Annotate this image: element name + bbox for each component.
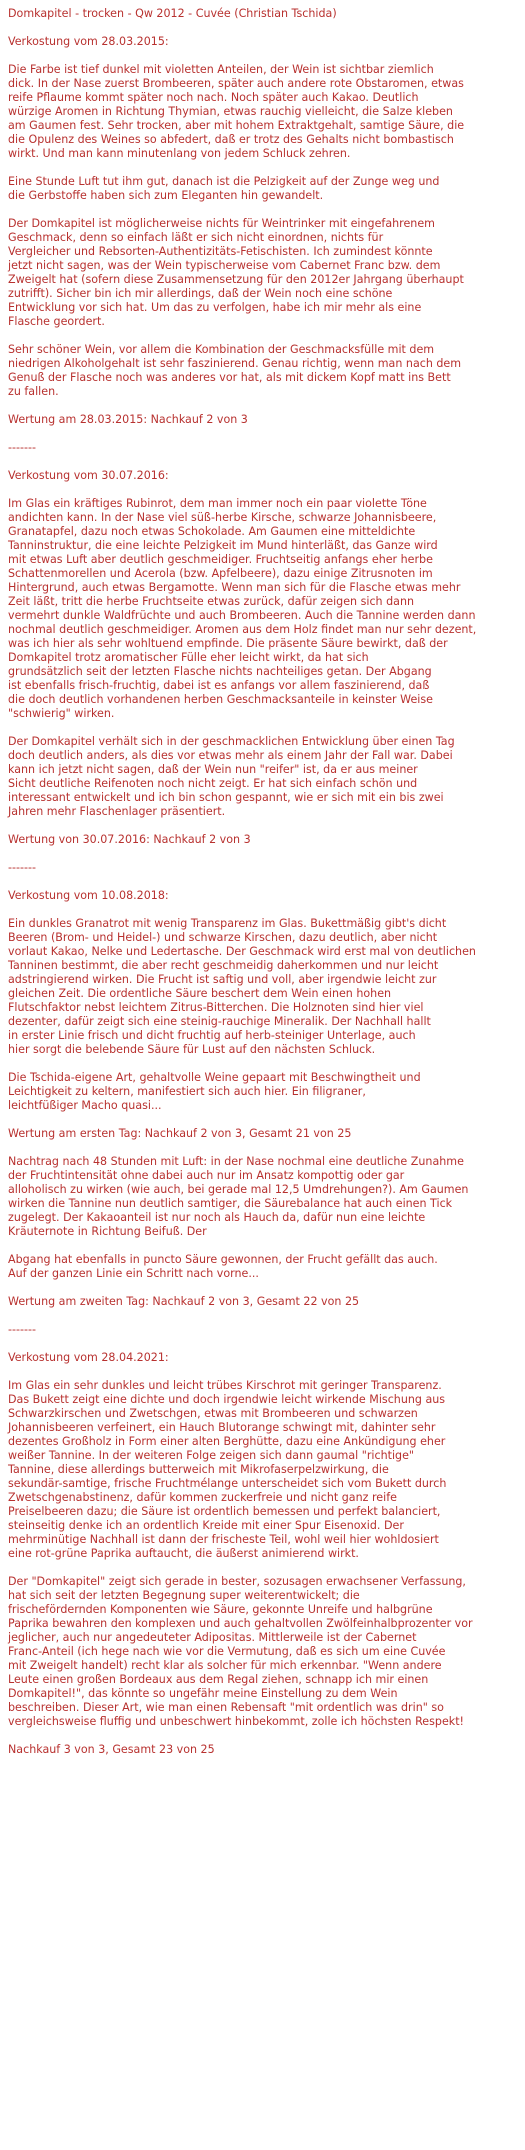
paragraph: Der "Domkapitel" zeigt sich gerade in bester, sozusagen erwachsener Verfassung, hat sich seit der letzten Begegnung super weiterentwickelt; die frischefördernden Komponenten wie Säure, gekonnte Unreife und halbgrüne Paprika bewahren den komplexen und auch gehaltvollen Zwölfeinhalbprozenter vor jeglicher, auch nur angedeuteter Adipositas. Mittlerweile ist der Cabernet Franc-Anteil (ich hege nach wie vor die Vermutung, daß es sich um eine Cuvée mit Zweigelt handelt) recht klar als solcher für mich erkennbar. "Wenn andere Leute einen großen Bordeaux aus dem Regal ziehen, schnapp ich mir einen Domkapitel!", das könnte so ungefähr meine Einstellung zu dem Wein beschreiben. Dieser Art, wie man einen Rebensaft "mit ordentlich was drin" so vergleichsweise fluffig und unbeschwert hinbekommt, zolle ich höchsten Respekt! [8, 1575, 473, 1728]
paragraph: Die Tschida-eigene Art, gehaltvolle Weine gepaart mit Beschwingtheit und Leichtigkeit zu keltern, manifestiert sich auch hier. Ein filigraner, leichtfüßiger Macho quasi... [8, 1071, 421, 1112]
paragraph: Abgang hat ebenfalls in puncto Säure gewonnen, der Frucht gefällt das auch. Auf der ganzen Linie ein Schritt nach vorne... [8, 1253, 438, 1280]
paragraph: Sehr schöner Wein, vor allem die Kombination der Geschmacksfülle mit dem niedrigen Alkoholgehalt ist sehr faszinierend. Genau richtig, wenn man nach dem Genuß der Flasche noch was anderes vor hat, als mit dickem Kopf matt ins Bett zu fallen. [8, 343, 462, 398]
paragraph: ------- [8, 441, 37, 454]
paragraph: Im Glas ein sehr dunkles und leicht trübes Kirschrot mit geringer Transparenz. Das Bukett zeigt eine dichte und doch irgendwie leicht wirkende Mischung aus Schwarzkirschen und Zwetschgen, etwas mit Brombeeren und schwarzen Johannisbeeren verfeinert, ein Hauch Blutorange schwingt mit, dahinter sehr dezentes Großholz in Form einer alten Berghütte, dazu eine Ankündigung eher weißer Tannine. In der weiteren Folge zeigen sich dann gaumal "richtige" Tannine, diese allerdings butterweich mit Mikrofaserpelzwirkung, die sekundär-samtige, frische Fruchtmélange unterscheidet sich vom Bukett durch Zwetschgenabstinenz, dafür kommen zuckerfreie und nicht ganz reife Preiselbeeren dazu; die Säure ist ordentlich bemessen und perfekt balanciert, steinseitig denke ich an ordentlich Kreide mit einer Spur Eisenoxid. Der mehrminütige Nachhall ist dann der frischeste Teil, wohl weil hier wohldosiert eine rot-grüne Paprika auftaucht, die äußerst animierend wirkt. [8, 1379, 447, 1560]
document-title: Domkapitel - trocken - Qw 2012 - Cuvée (Christian Tschida) [8, 7, 337, 20]
paragraph: Ein dunkles Granatrot mit wenig Transparenz im Glas. Bukettmäßig gibt's dicht Beeren (Brom- und Heidel-) und schwarze Kirschen, dazu deutlich, aber nicht vorlaut Kakao, Nelke und Ledertasche. Der Geschmack wird erst mal von deutlichen Tanninen bestimmt, die aber recht geschmeidig daherkommen und nur leicht adstringierend wirken. Die Frucht ist saftig und voll, aber irgendwie leicht zur gleichen Zeit. Die ordentliche Säure beschert dem Wein einen hohen Flutschfaktor nebst leichtem Zitrus-Bitterchen. Die Holznoten sind hier viel dezenter, dafür zeigt sich eine steinig-rauchige Mineralik. Der Nachhall hallt in erster Linie frisch und dicht fruchtig auf herb-steiniger Unterlage, auch hier sorgt die belebende Säure für Lust auf den nächsten Schluck. [8, 917, 476, 1056]
paragraph: Wertung am ersten Tag: Nachkauf 2 von 3, Gesamt 21 von 25 [8, 1127, 352, 1140]
paragraph: ------- [8, 1323, 37, 1336]
paragraph: Wertung am 28.03.2015: Nachkauf 2 von 3 [8, 413, 248, 426]
paragraph: Verkostung vom 10.08.2018: [8, 889, 169, 902]
paragraph: Nachkauf 3 von 3, Gesamt 23 von 25 [8, 1743, 215, 1756]
paragraph: Verkostung vom 30.07.2016: [8, 469, 169, 482]
paragraph: Nachtrag nach 48 Stunden mit Luft: in der Nase nochmal eine deutliche Zunahme der Fruchtintensität ohne dabei auch nur im Ansatz kompottig oder gar alloholisch zu wirken (wie auch, bei gerade mal 12,5 Umdrehungen?). Am Gaumen wirken die Tannine nun deutlich samtiger, die Säurebalance hat auch einen Tick zugelegt. Der Kakaoanteil ist nur noch als Hauch da, dafür nun eine leichte Kräuternote in Richtung Beifuß. Der [8, 1155, 469, 1238]
paragraph: Im Glas ein kräftiges Rubinrot, dem man immer noch ein paar violette Töne andichten kann. In der Nase viel süß-herbe Kirsche, schwarze Johannisbeere, Granatapfel, dazu noch etwas Schokolade. Am Gaumen eine mitteldichte Tanninstruktur, die eine leichte Pelzigkeit im Mund hinterläßt, das Ganze wird mit etwas Luft aber deutlich geschmeidiger. Fruchtseitig anfangs eher herbe Schattenmorellen und Acerola (bzw. Apfelbeere), dazu einige Zitrusnoten im Hintergrund, auch etwas Bergamotte. Wenn man sich für die Flasche etwas mehr Zeit läßt, tritt die herbe Fruchtseite etwas zurück, dafür zeigen sich dann vermehrt dunkle Waldfrüchte und auch Brombeeren. Auch die Tannine werden dann nochmal deutlich geschmeidiger. Aromen aus dem Holz findet man nur sehr dezent, was ich hier als sehr wohltuend empfinde. Die präsente Säure bewirkt, daß der Domkapitel trotz aromatischer Fülle eher leicht wirkt, da hat sich grundsätzlich seit der letzten Flasche nichts nachteiliges getan. Der Abgang ist ebenfalls frisch-fruchtig, dabei ist es anfangs vor allem faszinierend, daß die doch deutlich vorhandenen herben Geschmacksanteile in keinster Weise "schwierig" wirken. [8, 497, 477, 720]
paragraph: Verkostung vom 28.04.2021: [8, 1351, 169, 1364]
paragraph: ------- [8, 861, 37, 874]
paragraph: Eine Stunde Luft tut ihm gut, danach ist die Pelzigkeit auf der Zunge weg und die Gerbstoffe haben sich zum Eleganten hin gewandelt. [8, 175, 440, 202]
paragraph: Die Farbe ist tief dunkel mit violetten Anteilen, der Wein ist sichtbar ziemlich dick. In der Nase zuerst Brombeeren, später auch andere rote Obstaromen, etwas reife Pflaume kommt später noch nach. Noch später auch Kakao. Deutlich würzige Aromen in Richtung Thymian, etwas rauchig vielleicht, die Salze kleben am Gaumen fest. Sehr trocken, aber mit hohem Extraktgehalt, samtige Säure, die die Opulenz des Weines so abfedert, daß er trotz des Gehalts nicht bombastisch wirkt. Und man kann minutenlang von jedem Schluck zehren. [8, 63, 465, 160]
paragraph: Wertung am zweiten Tag: Nachkauf 2 von 3, Gesamt 22 von 25 [8, 1295, 360, 1308]
paragraph: Verkostung vom 28.03.2015: [8, 35, 169, 48]
paragraph: Wertung von 30.07.2016: Nachkauf 2 von 3 [8, 833, 251, 846]
paragraph: Der Domkapitel verhält sich in der geschmacklichen Entwicklung über einen Tag doch deutlich anders, als dies vor etwas mehr als einem Jahr der Fall war. Dabei kann ich jetzt nicht sagen, daß der Wein nun "reifer" ist, da er aus meiner Sicht deutliche Reifenoten noch nicht zeigt. Er hat sich einfach schön und interessant entwickelt und ich bin schon gespannt, wie er sich mit ein bis zwei Jahren mehr Flaschenlager präsentiert. [8, 735, 455, 818]
paragraph: Der Domkapitel ist möglicherweise nichts für Weintrinker mit eingefahrenem Geschmack, denn so einfach läßt er sich nicht einordnen, nichts für Vergleicher und Rebsorten-Authentizitäts-Fetischisten. Ich zumindest könnte jetzt nicht sagen, was der Wein typischerweise vom Cabernet Franc bzw. dem Zweigelt hat (sofern diese Zusammensetzung für den 2012er Jahrgang überhaupt zutrifft). Sicher bin ich mir allerdings, daß der Wein noch eine schöne Entwicklung vor sich hat. Um das zu verfolgen, habe ich mir mehr als eine Flasche geordert. [8, 217, 464, 328]
